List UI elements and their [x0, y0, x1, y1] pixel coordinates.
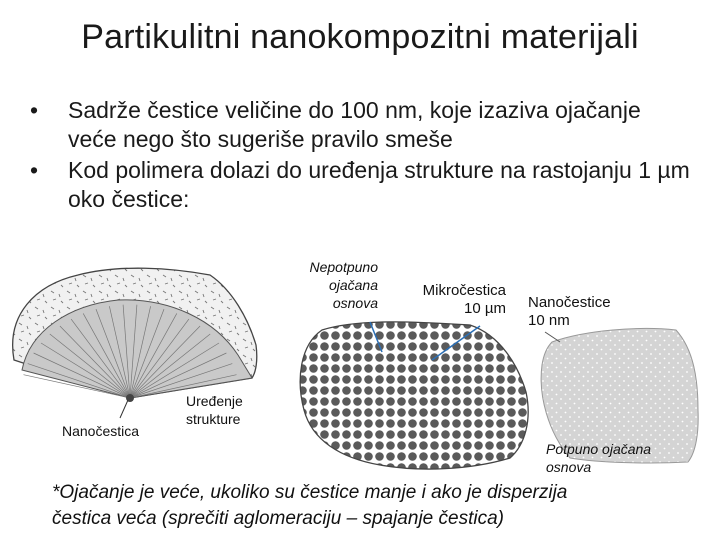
label-line: Nanočestice — [528, 294, 611, 311]
label-mikrocestica — [400, 282, 506, 318]
footnote-line: *Ojačanje je veće, ukoliko su čestice manje i ako je disperzija — [52, 482, 568, 503]
bullet-text: Kod polimera dolazi do uređenja strukture na rastojanju 1 µm oko čestice: — [68, 157, 690, 212]
micro-blob — [300, 322, 528, 469]
bullet-dot: • — [30, 157, 39, 183]
microparticle-composite-drawing — [300, 322, 528, 469]
label-nepotpuno-ojacana — [270, 258, 378, 312]
label-nanocestica: Nanočestica — [62, 423, 140, 439]
label-line: 10 µm — [464, 300, 506, 317]
label-line: osnova — [332, 295, 378, 311]
bullet-dot: • — [30, 97, 39, 123]
label-line: 10 nm — [528, 312, 570, 329]
label-line: osnova — [546, 459, 592, 475]
footnote — [52, 480, 702, 532]
bullet-text: Sadrže čestice veličine do 100 nm, koje izaziva ojačanje veće nego što sugeriše pravilo smeše — [68, 97, 641, 152]
footnote-line: čestica veća (sprečiti aglomeraciju – spajanje čestica) — [52, 508, 504, 529]
label-line: Mikročestica — [422, 282, 506, 299]
label-line: Nepotpuno — [309, 259, 378, 275]
slide-title: Partikulitni nanokompozitni materijali — [81, 18, 639, 56]
pointer-line — [545, 332, 560, 342]
label-nanocestice — [528, 294, 668, 330]
label-line: strukture — [186, 411, 241, 427]
label-uredjenje-strukture — [186, 392, 276, 428]
label-line: Potpuno ojačana — [546, 441, 652, 457]
label-line: Uređenje — [186, 393, 243, 409]
label-line: ojačana — [328, 277, 378, 293]
label-potpuno-ojacana — [546, 440, 696, 476]
